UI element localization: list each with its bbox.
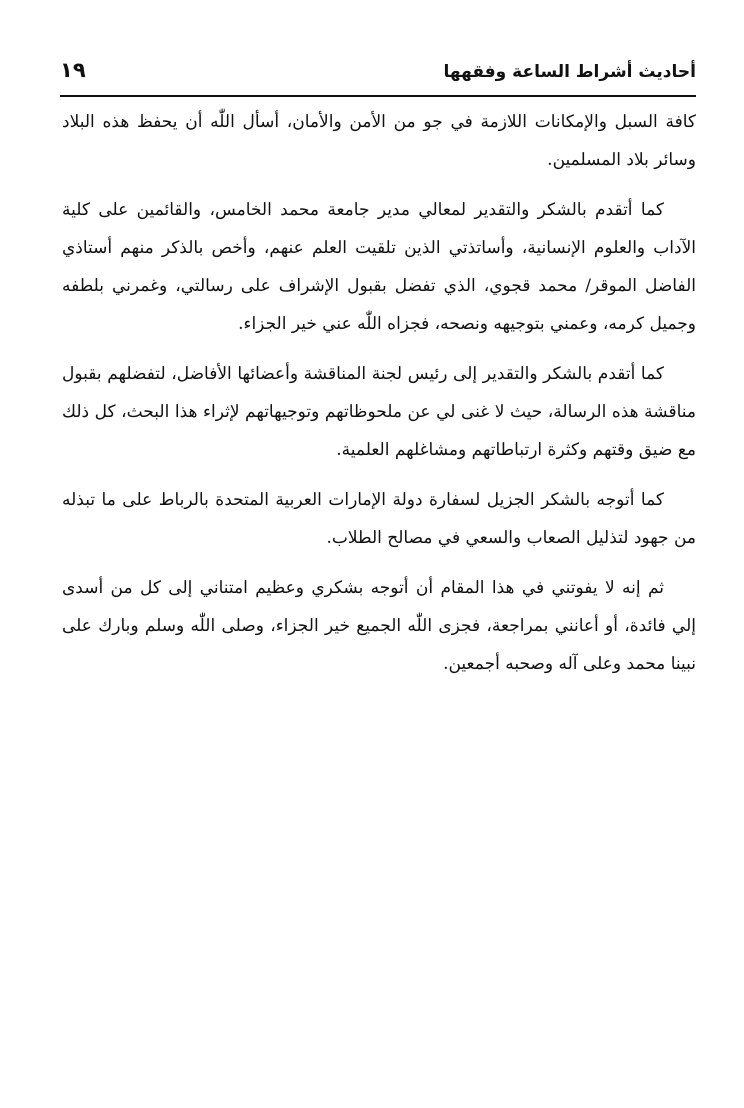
paragraph: كما أتقدم بالشكر والتقدير لمعالي مدير جامعة محمد الخامس، والقائمين على كلية الآداب والعلوم الإنسانية، وأساتذتي الذين تلقيت العلم عنهم، وأخص بالذكر منهم أستاذي الفاضل الموقر/ محمد قجوي، الذي تفضل بقبول الإشراف على رسالتي، وغمرني بلطفه وجميل كرمه، وعمني بتوجيهه ونصحه، فجزاه اللّٰه عني خير الجزاء. — [62, 200, 696, 334]
header-divider — [60, 95, 696, 97]
page-body — [62, 103, 696, 695]
page-number: ١٩ — [60, 58, 86, 82]
paragraph: كما أتوجه بالشكر الجزيل لسفارة دولة الإمارات العربية المتحدة بالرباط على ما تبذله من جهود لتذليل الصعاب والسعي في مصالح الطلاب. — [62, 490, 696, 548]
paragraph: كما أتقدم بالشكر والتقدير إلى رئيس لجنة المناقشة وأعضائها الأفاضل، لتفضلهم بقبول مناقشة هذه الرسالة، حيث لا غنى لي عن ملحوظاتهم وتوجيهاتهم لإثراء هذا البحث، كل ذلك مع ضيق وقتهم وكثرة ارتباطاتهم ومشاغلهم العلمية. — [62, 364, 696, 460]
paragraph: كافة السبل والإمكانات اللازمة في جو من الأمن والأمان، أسأل اللّٰه أن يحفظ هذه البلاد وسائر بلاد المسلمين. — [62, 112, 696, 170]
paragraph: ثم إنه لا يفوتني في هذا المقام أن أتوجه بشكري وعظيم امتناني إلى كل من أسدى إلي فائدة، أو أعانني بمراجعة، فجزى اللّٰه الجميع خير الجزاء، وصلى اللّٰه وسلم وبارك على نبينا محمد وعلى آله وصحبه أجمعين. — [62, 578, 696, 674]
running-header — [60, 56, 696, 96]
running-title: أحاديث أشراط الساعة وفقهها — [443, 62, 696, 82]
